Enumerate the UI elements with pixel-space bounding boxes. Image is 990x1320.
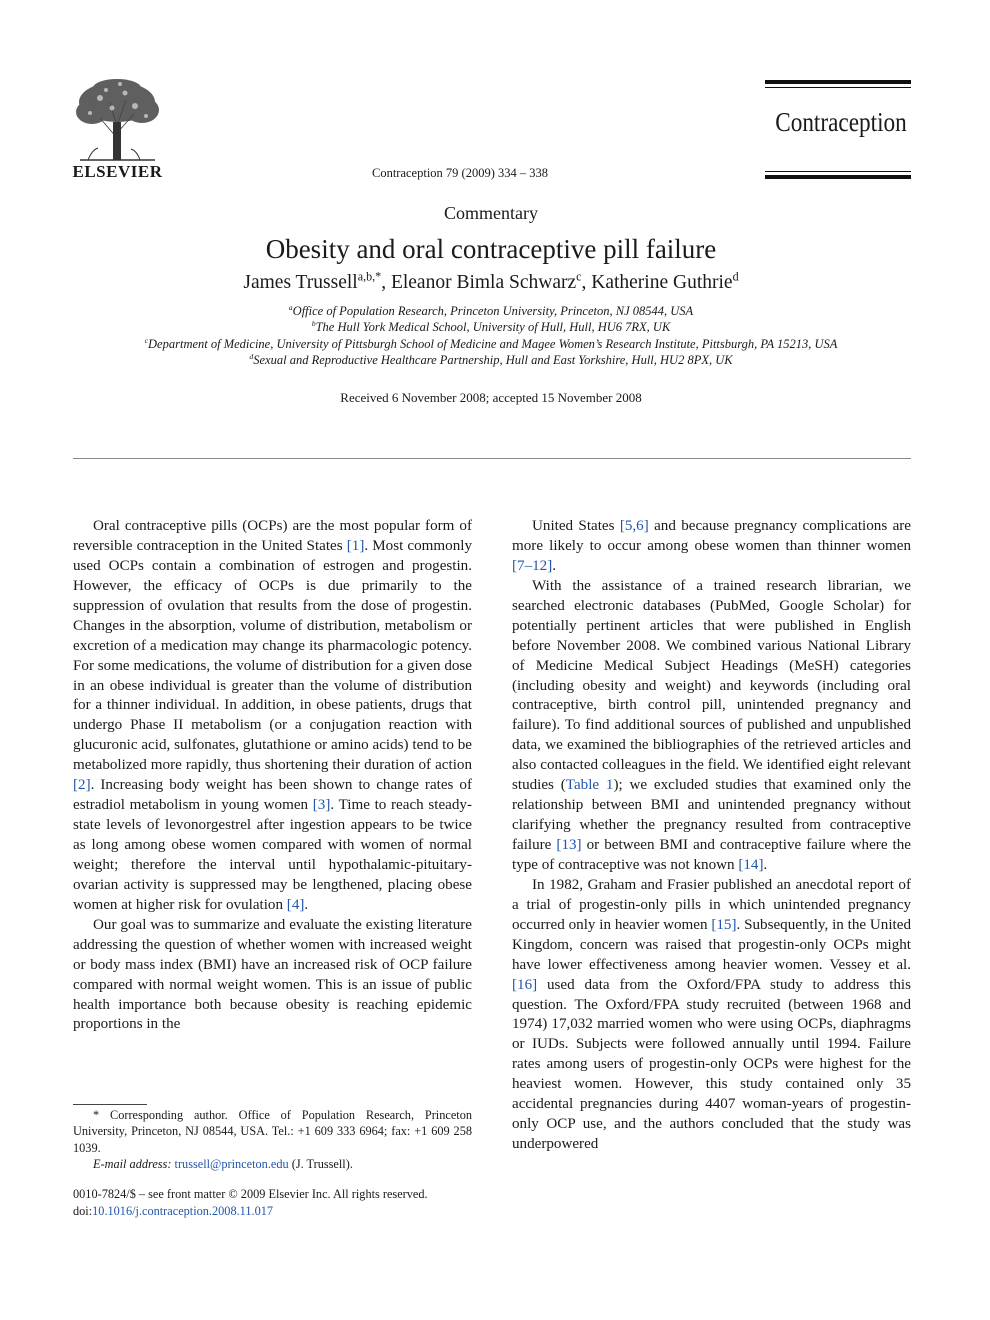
body-paragraph xyxy=(73,916,472,1036)
email-label: E-mail address: xyxy=(93,1156,172,1171)
affiliation-text: Office of Population Research, Princeton University, Princeton, NJ 08544, USA xyxy=(292,304,694,318)
doi-link[interactable]: 10.1016/j.contraception.2008.11.017 xyxy=(92,1204,274,1218)
author-affiliation-marker: a,b,* xyxy=(357,269,382,284)
paragraph-text: and because pregnancy complications are more likely to occur among obese women than thinner women xyxy=(512,518,911,554)
article-title: Obesity and oral contraceptive pill failure xyxy=(265,234,717,264)
paragraph-text: . Time to reach steady-state levels of levonorgestrel after ingestion appears to be twice as long among obese women compared with women of normal weight; therefore the interval until hypothalamic-pituitary-ovarian activity is suppressed may be lengthened, placing obese women at higher risk for ovulation xyxy=(73,797,472,913)
affiliation xyxy=(0,320,982,335)
reference-link[interactable]: [13] xyxy=(556,837,582,853)
email-note xyxy=(73,1156,472,1172)
body-paragraph xyxy=(512,577,911,876)
affiliation-text: The Hull York Medical School, University of Hull, Hull, HU6 7RX, UK xyxy=(315,320,671,334)
paragraph-text: United States xyxy=(532,518,620,534)
reference-link[interactable]: [5,6] xyxy=(619,518,649,534)
paragraph-text: . Increasing body weight has been shown to change rates of estradiol metabolism in young women xyxy=(73,777,472,814)
reference-link[interactable]: [15] xyxy=(711,916,737,933)
author-name: Eleanor Bimla Schwarz xyxy=(390,272,577,293)
received-dates: Received 6 November 2008; accepted 15 November 2008 xyxy=(340,390,642,405)
reference-link[interactable]: [1] xyxy=(346,537,365,554)
paragraph-text: Oral contraceptive pills (OCPs) are the most popular form of reversible contraception in the United States xyxy=(73,518,472,554)
footnote-rule xyxy=(73,1104,147,1105)
affiliation-marker: b xyxy=(311,318,316,328)
body-column-right xyxy=(512,517,911,1155)
author-affiliation-marker: c xyxy=(576,269,582,284)
paragraph-text: ); we excluded studies that examined only the relationship between BMI and unintended pregnancy without clarifying whether the pregnancy resulted from contraceptive failure xyxy=(512,777,911,853)
doi-line xyxy=(73,1203,493,1220)
section-divider xyxy=(73,458,911,459)
reference-link[interactable]: [3] xyxy=(312,797,331,814)
paragraph-text: . xyxy=(304,896,309,913)
author-name: James Trussell xyxy=(243,272,358,293)
reference-link[interactable]: [14] xyxy=(738,856,764,873)
paragraph-text: . xyxy=(552,557,557,574)
masthead-rule xyxy=(765,171,911,172)
paragraph-text: Our goal was to summarize and evaluate the existing literature addressing the question of whether women with increased weight or body mass index (BMI) have an increased risk of OCP failure compared with normal weight women. This is an issue of public health importance both because obesity is reaching epidemic proportions in the xyxy=(73,916,472,1033)
body-paragraph xyxy=(512,876,911,1155)
paragraph-text: . Subsequently, in the United Kingdom, concern was raised that progestin-only OCPs might have lower effectiveness among heavier women. Vessey et al. xyxy=(512,916,911,973)
corresponding-author-note: * Corresponding author. Office of Population Research, Princeton University, Princeton, NJ 08544, USA. Tel.: +1 609 333 6964; fax: +1 609 258 1039. xyxy=(73,1108,472,1155)
reference-link[interactable]: Table 1 xyxy=(565,777,614,794)
paragraph-text: or between BMI and contraceptive failure where the type of contraceptive was not known xyxy=(512,837,911,873)
email-link[interactable]: trussell@princeton.edu xyxy=(174,1156,289,1171)
copyright-block xyxy=(73,1186,493,1220)
paragraph-text: In 1982, Graham and Frasier published an anecdotal report of a trial of progestin-only pills in which unintended pregnancy occurred only in heavier women xyxy=(512,876,911,933)
article-type: Commentary xyxy=(444,203,538,223)
body-paragraph xyxy=(512,517,911,577)
doi-label: doi: xyxy=(73,1204,93,1218)
footnote xyxy=(73,1107,472,1172)
reference-link[interactable]: [16] xyxy=(512,976,538,993)
publisher-name: ELSEVIER xyxy=(72,162,163,181)
masthead-rule xyxy=(765,175,911,179)
reference-link[interactable]: [2] xyxy=(73,777,91,794)
affiliation xyxy=(0,304,982,319)
paragraph-text: With the assistance of a trained research librarian, we searched electronic databases (PubMed, Google Scholar) for potentially pertinent articles that were published in English before November 2008. We combined various National Library of Medicine Medical Subject Headings (MeSH) categories (including obesity and weight) and keywords (including oral contraceptive, birth control pill, unintended pregnancy and failure). To find additional sources of published and unpublished data, we examined the bibliographies of the retrieved articles and also contacted colleagues in the field. We identified eight relevant studies ( xyxy=(512,577,911,794)
affiliation xyxy=(0,353,982,368)
masthead-rule xyxy=(765,80,911,84)
affiliation xyxy=(0,337,982,352)
paragraph-text: used data from the Oxford/FPA study to address this question. The Oxford/FPA study recruited (between 1968 and 1974) 17,032 married women who were using OCPs, diaphragms or IUDs. Subjects were followed annually until 1994. Failure rates among users of progestin-only OCPs were highest for the heaviest women. However, this study contained only 35 accidental pregnancies during 4407 woman-years of progestin-only OCP use, and the authors concluded that the study was underpowered xyxy=(512,976,911,1153)
body-paragraph xyxy=(73,517,472,916)
copyright-line: 0010-7824/$ – see front matter © 2009 Elsevier Inc. All rights reserved. xyxy=(73,1187,428,1201)
affiliation-text: Department of Medicine, University of Pittsburgh School of Medicine and Magee Women’s Research Institute, Pittsburgh, PA 15213, USA xyxy=(148,337,838,351)
paragraph-text: . xyxy=(763,856,768,873)
affiliation-text: Sexual and Reproductive Healthcare Partnership, Hull and East Yorkshire, Hull, HU2 8PX, UK xyxy=(253,353,733,367)
affiliation-marker: a xyxy=(288,302,293,312)
author-affiliation-marker: d xyxy=(732,269,739,284)
paragraph-text: . Most commonly used OCPs contain a combination of estrogen and progestin. However, the efficacy of OCPs is due primarily to the suppression of ovulation that results from the dose of progestin. Changes in the absorption, volume of distribution, metabolism or excretion of a medication may change its pharmacologic potency. For some medications, the volume of distribution for a given dose in an obese individual is greater than the volume of distribution for a thinner individual. In addition, in obese patients, drugs that undergo Phase II metabolism (or a conjugation reaction with glucuronic acid, sulfonates, glutathione or amino acids) tend to be metabolized more rapidly, thus shortening their duration of action xyxy=(73,537,472,774)
journal-name: Contraception xyxy=(775,107,907,137)
reference-link[interactable]: [4] xyxy=(286,896,305,913)
body-column-left xyxy=(73,517,472,1035)
affiliation-marker: d xyxy=(249,351,254,361)
author-list: James Trussell$^{a,b,*}$, Eleanor Bimla Schwarz$^c$, Katherine Guthrie$^d$ xyxy=(243,269,739,293)
author-name: Katherine Guthrie xyxy=(591,272,733,293)
email-suffix: (J. Trussell). xyxy=(291,1156,353,1171)
reference-link[interactable]: [7–12] xyxy=(512,557,553,574)
masthead-rule xyxy=(765,87,911,88)
journal-citation: Contraception 79 (2009) 334 – 338 xyxy=(371,166,548,180)
affiliation-marker: c xyxy=(144,335,149,345)
